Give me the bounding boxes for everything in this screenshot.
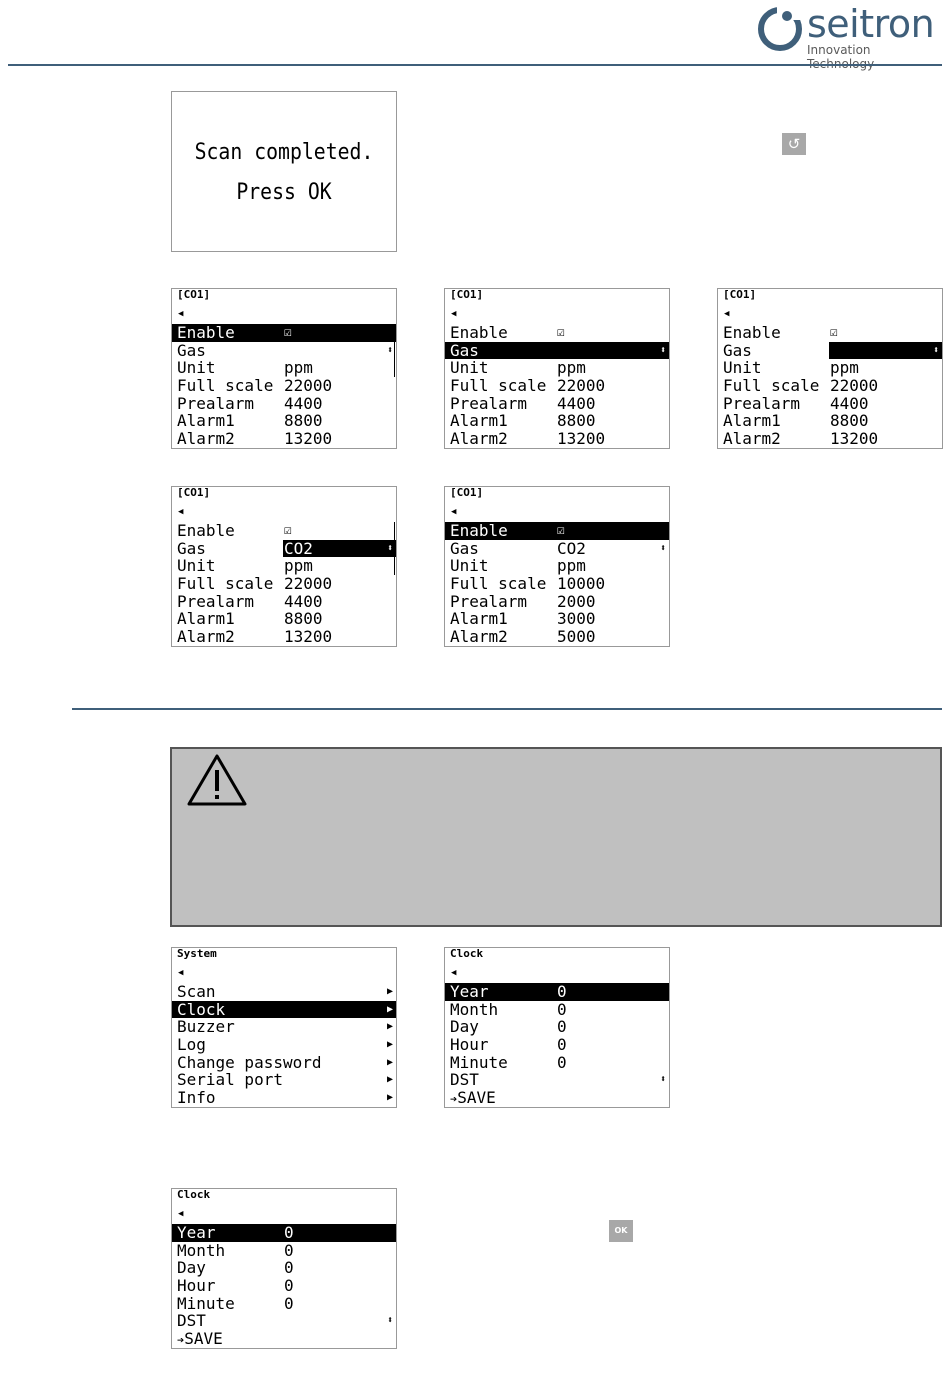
warning-triangle-icon	[186, 753, 248, 807]
menu-row-unit[interactable]: Unit ppm	[723, 358, 859, 378]
clock-row-day[interactable]: Day 0	[177, 1258, 294, 1278]
menu-row-full-scale[interactable]: Full scale 22000	[723, 376, 879, 396]
checkbox-icon[interactable]: ☑	[557, 325, 565, 340]
menu-item-serial-port[interactable]: Serial port ▶	[177, 1070, 393, 1090]
menu-row-prealarm[interactable]: Prealarm 4400	[177, 393, 323, 413]
screen-title: [CO1]	[450, 486, 484, 499]
menu-row-unit[interactable]: Unit ppm	[450, 556, 586, 576]
screen-title: System	[177, 947, 217, 960]
screen-title: Clock	[450, 947, 484, 960]
clock-row-hour[interactable]: Hour 0	[177, 1276, 294, 1296]
menu-row-enable[interactable]: Enable ☑	[445, 522, 669, 540]
checkbox-icon[interactable]: ☑	[557, 523, 565, 538]
gas-value-field[interactable]	[829, 342, 942, 360]
clock-row-hour[interactable]: Hour 0	[450, 1035, 567, 1055]
menu-row-unit[interactable]: Unit ppm	[450, 358, 586, 378]
menu-row-gas[interactable]: Gas ⬍	[445, 342, 669, 360]
clock-row-day[interactable]: Day 0	[450, 1017, 567, 1037]
brand-tagline: Innovation	[807, 43, 871, 57]
back-arrow-icon[interactable]: ◀	[178, 1209, 184, 1219]
checkbox-icon[interactable]: ☑	[830, 325, 838, 340]
updown-arrow-icon: ⬍	[659, 542, 666, 554]
seitron-logo	[757, 4, 937, 62]
co1-screen-gas-selected	[444, 288, 670, 449]
submenu-arrow-icon: ▶	[386, 1074, 393, 1086]
menu-row-full-scale[interactable]: Full scale 22000	[450, 376, 606, 396]
clock-row-dst[interactable]: DST ⬍	[177, 1311, 393, 1331]
clock-row-save[interactable]: ➔SAVE	[450, 1088, 496, 1108]
menu-row-enable[interactable]: Enable ☑	[177, 521, 292, 540]
menu-row-prealarm[interactable]: Prealarm 2000	[450, 591, 596, 611]
menu-row-gas[interactable]: Gas CO2 ⬍	[450, 538, 666, 558]
logo-ring-icon	[757, 6, 803, 52]
scan-prompt: Press OK	[236, 180, 332, 205]
updown-arrow-icon: ⬍	[386, 1315, 393, 1327]
menu-row-alarm1[interactable]: Alarm1 3000	[450, 609, 596, 629]
warning-box	[170, 747, 942, 927]
clock-row-year[interactable]: Year 0	[445, 983, 669, 1001]
clock-row-year[interactable]: Year 0	[172, 1224, 396, 1242]
updown-arrow-icon: ⬍	[386, 344, 393, 356]
clock-screen	[444, 947, 670, 1108]
clock-row-dst[interactable]: DST ⬍	[450, 1070, 666, 1090]
checkbox-icon[interactable]: ☑	[284, 523, 292, 538]
system-menu-screen	[171, 947, 397, 1108]
menu-row-enable[interactable]: Enable ☑	[172, 324, 396, 342]
submenu-arrow-icon: ▶	[386, 1039, 393, 1051]
menu-row-alarm2[interactable]: Alarm2 13200	[177, 627, 333, 647]
section-divider	[72, 708, 942, 710]
menu-row-gas[interactable]: Gas ⬍	[177, 340, 393, 360]
menu-row-alarm1[interactable]: Alarm1 8800	[450, 411, 596, 431]
save-arrow-icon: ➔	[177, 1333, 185, 1348]
back-arrow-icon[interactable]: ◀	[451, 309, 457, 319]
clock-row-minute[interactable]: Minute 0	[450, 1052, 567, 1072]
menu-item-buzzer[interactable]: Buzzer ▶	[177, 1017, 393, 1037]
menu-item-log[interactable]: Log ▶	[177, 1035, 393, 1055]
updown-arrow-icon: ⬍	[932, 344, 939, 356]
clock-row-minute[interactable]: Minute 0	[177, 1293, 294, 1313]
screen-title: [CO1]	[723, 288, 757, 301]
menu-row-prealarm[interactable]: Prealarm 4400	[723, 393, 869, 413]
co1-screen-co2-editing	[171, 486, 397, 647]
checkbox-icon[interactable]: ☑	[284, 325, 292, 340]
menu-row-alarm1[interactable]: Alarm1 8800	[723, 411, 869, 431]
clock-screen-save	[171, 1188, 397, 1349]
submenu-arrow-icon: ▶	[386, 986, 393, 997]
header-divider	[8, 64, 942, 66]
ok-key-icon: OK	[609, 1220, 633, 1242]
updown-arrow-icon: ⬍	[659, 1074, 666, 1086]
gas-value-field[interactable]: CO2 ⬍	[283, 540, 396, 558]
menu-row-alarm2[interactable]: Alarm2 13200	[450, 429, 606, 449]
brand-name: seitron	[807, 2, 935, 46]
updown-arrow-icon: ⬍	[386, 542, 393, 554]
submenu-arrow-icon: ▶	[386, 1021, 393, 1033]
menu-row-prealarm[interactable]: Prealarm 4400	[177, 591, 323, 611]
co1-screen-gas-editing	[717, 288, 943, 449]
menu-row-alarm2[interactable]: Alarm2 13200	[723, 429, 879, 449]
clock-row-month[interactable]: Month 0	[177, 1240, 294, 1260]
menu-row-alarm1[interactable]: Alarm1 8800	[177, 609, 323, 629]
menu-item-change-password[interactable]: Change password ▶	[177, 1052, 393, 1072]
scan-completed-screen	[171, 91, 397, 252]
menu-row-full-scale[interactable]: Full scale 22000	[177, 574, 333, 594]
menu-row-enable[interactable]: Enable ☑	[723, 323, 838, 342]
menu-item-clock[interactable]: Clock ▶	[172, 1001, 396, 1019]
co1-screen-enable-selected	[171, 288, 397, 449]
updown-arrow-icon: ⬍	[659, 344, 666, 356]
menu-row-full-scale[interactable]: Full scale 10000	[450, 574, 606, 594]
screen-title: [CO1]	[450, 288, 484, 301]
menu-row-full-scale[interactable]: Full scale 22000	[177, 376, 333, 396]
back-arrow-icon[interactable]: ◀	[724, 309, 730, 319]
menu-row-gas[interactable]: Gas CO2 ⬍	[172, 540, 396, 558]
clock-row-save[interactable]: ➔SAVE	[177, 1329, 223, 1349]
save-arrow-icon: ➔	[450, 1092, 458, 1107]
menu-row-unit[interactable]: Unit ppm	[177, 358, 313, 378]
back-arrow-icon[interactable]: ◀	[178, 968, 184, 978]
back-key-icon: ↺	[782, 133, 806, 155]
submenu-arrow-icon: ▶	[386, 1056, 393, 1068]
menu-item-info[interactable]: Info ▶	[177, 1088, 393, 1108]
back-arrow-icon[interactable]: ◀	[178, 309, 184, 319]
menu-row-alarm2[interactable]: Alarm2 13200	[177, 429, 333, 449]
menu-row-alarm2[interactable]: Alarm2 5000	[450, 627, 596, 647]
screen-title: [CO1]	[177, 288, 211, 301]
menu-item-scan[interactable]: Scan ▶	[177, 982, 393, 1001]
menu-row-gas[interactable]: Gas ⬍	[718, 342, 942, 360]
menu-row-unit[interactable]: Unit ppm	[177, 556, 313, 576]
submenu-arrow-icon: ▶	[386, 1003, 393, 1015]
menu-row-enable[interactable]: Enable ☑	[450, 323, 565, 342]
back-arrow-icon[interactable]: ◀	[451, 968, 457, 978]
submenu-arrow-icon: ▶	[386, 1092, 393, 1104]
scan-message: Scan completed.	[194, 140, 374, 165]
back-arrow-icon[interactable]: ◀	[178, 507, 184, 517]
menu-row-prealarm[interactable]: Prealarm 4400	[450, 393, 596, 413]
menu-row-alarm1[interactable]: Alarm1 8800	[177, 411, 323, 431]
screen-title: [CO1]	[177, 486, 211, 499]
co1-screen-co2-defaults	[444, 486, 670, 647]
clock-row-month[interactable]: Month 0	[450, 999, 567, 1019]
screen-title: Clock	[177, 1188, 211, 1201]
back-arrow-icon[interactable]: ◀	[451, 507, 457, 517]
